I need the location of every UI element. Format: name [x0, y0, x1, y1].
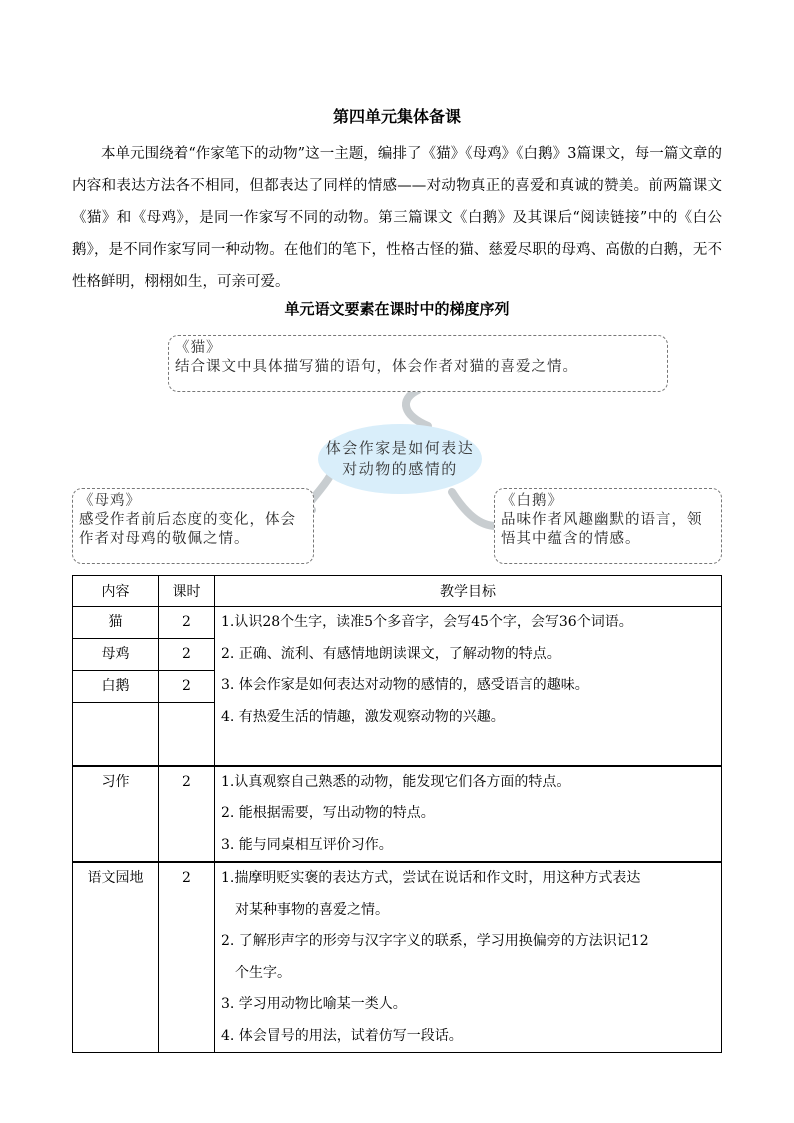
lesson-hours: 2: [159, 639, 215, 671]
box-hen-title: 《母鸡》: [79, 493, 141, 509]
garden-goals: [215, 862, 722, 1053]
goal-item: 1.认识28个生字，读准5个多音字，会写45个字，会写36个词语。: [221, 614, 633, 630]
table-row: [73, 862, 722, 1053]
intro-paragraph: 本单元围绕着“作家笔下的动物”这一主题，编排了《猫》《母鸡》《白鹅》3篇课文，每一篇文章的内容和表达方法各不相同，但都表达了同样的情感——对动物真正的喜爱和真诚的赞美。前两篇课文《猫》和《母鸡》，是同一作家写不同的动物。第三篇课文《白鹅》及其课后“阅读链接”中的《白公鹅》，是不同作家写同一种动物。在他们的笔下，性格古怪的猫、慈爱尽职的母鸡、高傲的白鹅，无不性格鲜明，栩栩如生，可亲可爱。: [72, 146, 722, 290]
teaching-goals-table: [72, 575, 722, 1053]
empty-cell: [159, 703, 215, 766]
box-cat-text: 结合课文中具体描写猫的语句，体会作者对猫的喜爱之情。: [175, 359, 578, 375]
goal-item: 3. 学习用动物比喻某一类人。: [221, 996, 407, 1012]
garden-name: 语文园地: [73, 862, 159, 1053]
section-subtitle: 单元语文要素在课时中的梯度序列: [284, 300, 510, 318]
lesson-hours: 2: [159, 671, 215, 703]
goal-item: 2. 能根据需要，写出动物的特点。: [221, 805, 435, 821]
header-goals: 教学目标: [215, 576, 722, 607]
header-content: 内容: [73, 576, 159, 607]
box-cat-title: 《猫》: [175, 340, 222, 356]
page-title: 第四单元集体备课: [332, 107, 461, 126]
box-goose: [494, 488, 722, 564]
goal-item: 1.认真观察自己熟悉的动物，能发现它们各方面的特点。: [221, 773, 571, 790]
branch-right: [452, 492, 496, 526]
garden-hours: 2: [159, 862, 215, 1053]
goal-item-continuation: 对某种事物的喜爱之情。: [235, 901, 389, 918]
writing-hours: 2: [159, 766, 215, 863]
goal-item: 4. 体会冒号的用法，试着仿写一段话。: [221, 1027, 463, 1044]
lesson-name: 猫: [73, 607, 159, 639]
goal-item-line: 2. 了解形声字的形旁与汉字字义的联系，学习用换偏旁的方法识记12: [221, 933, 649, 949]
goal-item: [221, 863, 713, 926]
box-cat: [168, 335, 668, 392]
goal-item-continuation: 个生字。: [235, 964, 291, 981]
table-row: [73, 766, 722, 863]
goal-item: 3. 体会作家是如何表达对动物的感情的，感受语言的趣味。: [221, 677, 589, 693]
table-row: [73, 607, 722, 639]
writing-name: 习作: [73, 766, 159, 863]
box-hen-text: 感受作者前后态度的变化，体会作者对母鸡的敬佩之情。: [79, 512, 296, 547]
goal-item: 2. 正确、流利、有感情地朗读课文，了解动物的特点。: [221, 645, 561, 662]
lesson-name: 白鹅: [73, 671, 159, 703]
goal-item-line: 1.揣摩明贬实褒的表达方式，尝试在说话和作文时，用这种方式表达: [221, 870, 641, 886]
box-goose-title: 《白鹅》: [501, 493, 563, 509]
goal-item: [221, 926, 713, 989]
writing-goals: [215, 766, 722, 863]
goal-item: 4. 有热爱生活的情趣，激发观察动物的兴趣。: [221, 708, 505, 725]
empty-cell: [73, 703, 159, 766]
box-hen: [72, 488, 314, 564]
center-topic: [318, 424, 482, 494]
table-header-row: [73, 576, 722, 607]
center-topic-text: 体会作家是如何表达对动物的感情的: [325, 439, 475, 478]
lesson-name: 母鸡: [73, 639, 159, 671]
goal-item: 3. 能与同桌相互评价习作。: [221, 836, 393, 853]
box-goose-text: 品味作者风趣幽默的语言，领悟其中蕴含的情感。: [501, 512, 703, 547]
lesson-goals: [215, 607, 722, 766]
lesson-hours: 2: [159, 607, 215, 639]
branch-top: [406, 390, 428, 426]
header-hours: 课时: [159, 576, 215, 607]
